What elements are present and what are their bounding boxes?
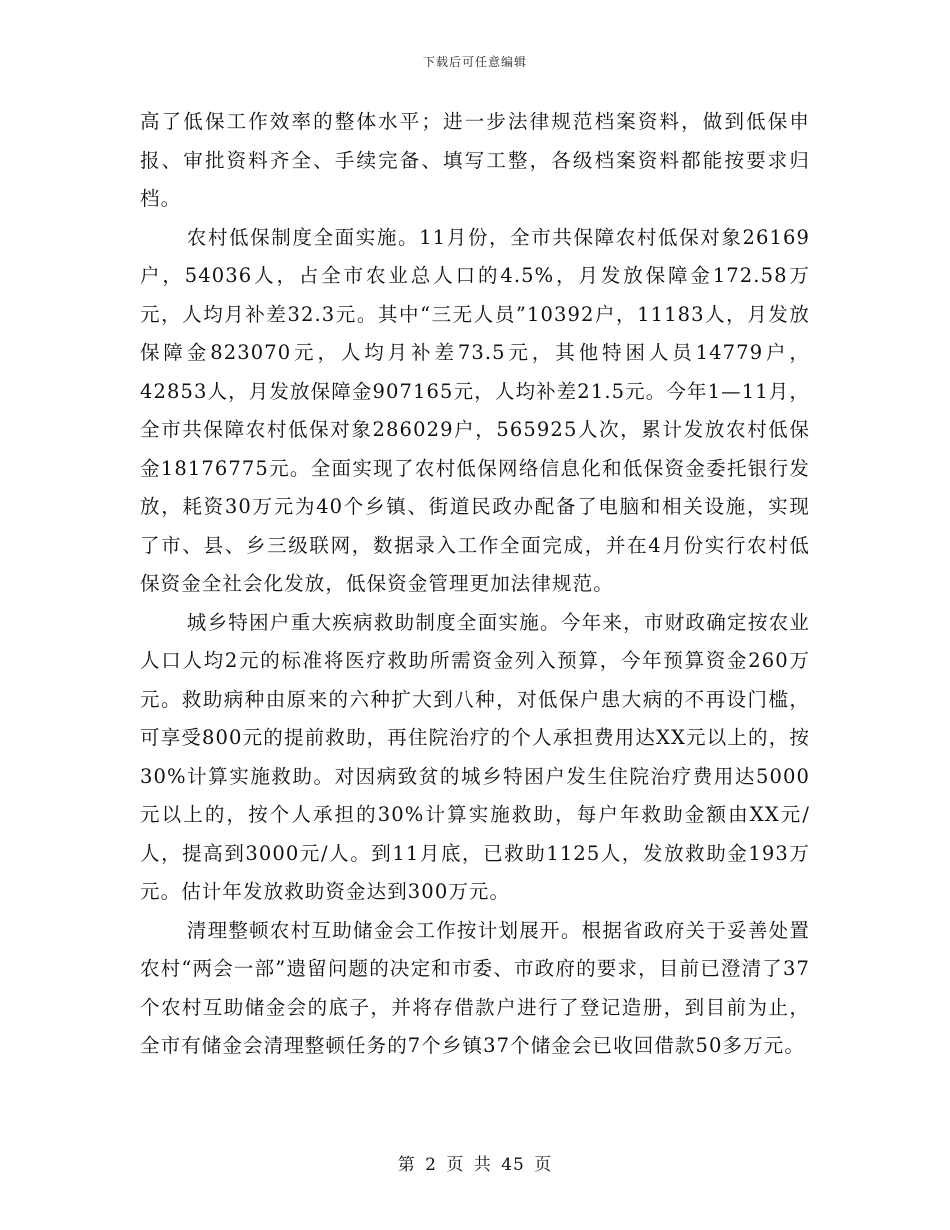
page-header: 下载后可任意编辑 — [422, 55, 527, 69]
document-body — [140, 103, 810, 1066]
paragraph-continued-archives: 高了低保工作效率的整体水平；进一步法律规范档案资料，做到低保申报、审批资料齐全、手续完备、填写工整，各级档案资料都能按要求归档。 — [140, 110, 810, 210]
paragraph-medical-assistance: 城乡特困户重大疾病救助制度全面实施。今年来，市财政确定按农业人口人均2元的标准将医疗救助所需资金列入预算，今年预算资金260万元。救助病种由原来的六种扩大到八种，对低保户患大病的不再设门槛，可享受800元的提前救助，再住院治疗的个人承担费用达XX元以上的，按30%计算实施救助。对因病致贫的城乡特困户发生住院治疗费用达5000元以上的，按个人承担的30%计算实施救助，每户年救助金额由XX元/人，提高到3000元/人。到11月底，已救助1125人，发放救助金193万元。估计年发放救助资金达到300万元。 — [140, 610, 810, 903]
page-number-footer: 第 2 页 共 45 页 — [397, 1155, 553, 1175]
paragraph-mutual-aid-fund: 清理整顿农村互助储金会工作按计划展开。根据省政府关于妥善处置农村“两会一部”遗留问题的决定和市委、市政府的要求，目前已澄清了37个农村互助储金会的底子，并将存借款户进行了登记造册，到目前为止，全市有储金会清理整顿任务的7个乡镇37个储金会已收回借款50多万元。 — [140, 918, 810, 1057]
paragraph-rural-subsistence: 农村低保制度全面实施。11月份，全市共保障农村低保对象26169户，54036人，占全市农业总人口的4.5%，月发放保障金172.58万元，人均月补差32.3元。其中“三无人员”10392户，11183人，月发放保障金823070元，人均月补差73.5元，其他特困人员14779户，42853人，月发放保障金907165元，人均补差21.5元。今年1—11月，全市共保障农村低保对象286029户，565925人次，累计发放农村低保金18176775元。全面实现了农村低保网络信息化和低保资金委托银行发放，耗资30万元为40个乡镇、街道民政办配备了电脑和相关设施，实现了市、县、乡三级联网，数据录入工作全面完成，并在4月份实行农村低保资金全社会化发放，低保资金管理更加法律规范。 — [140, 225, 810, 595]
